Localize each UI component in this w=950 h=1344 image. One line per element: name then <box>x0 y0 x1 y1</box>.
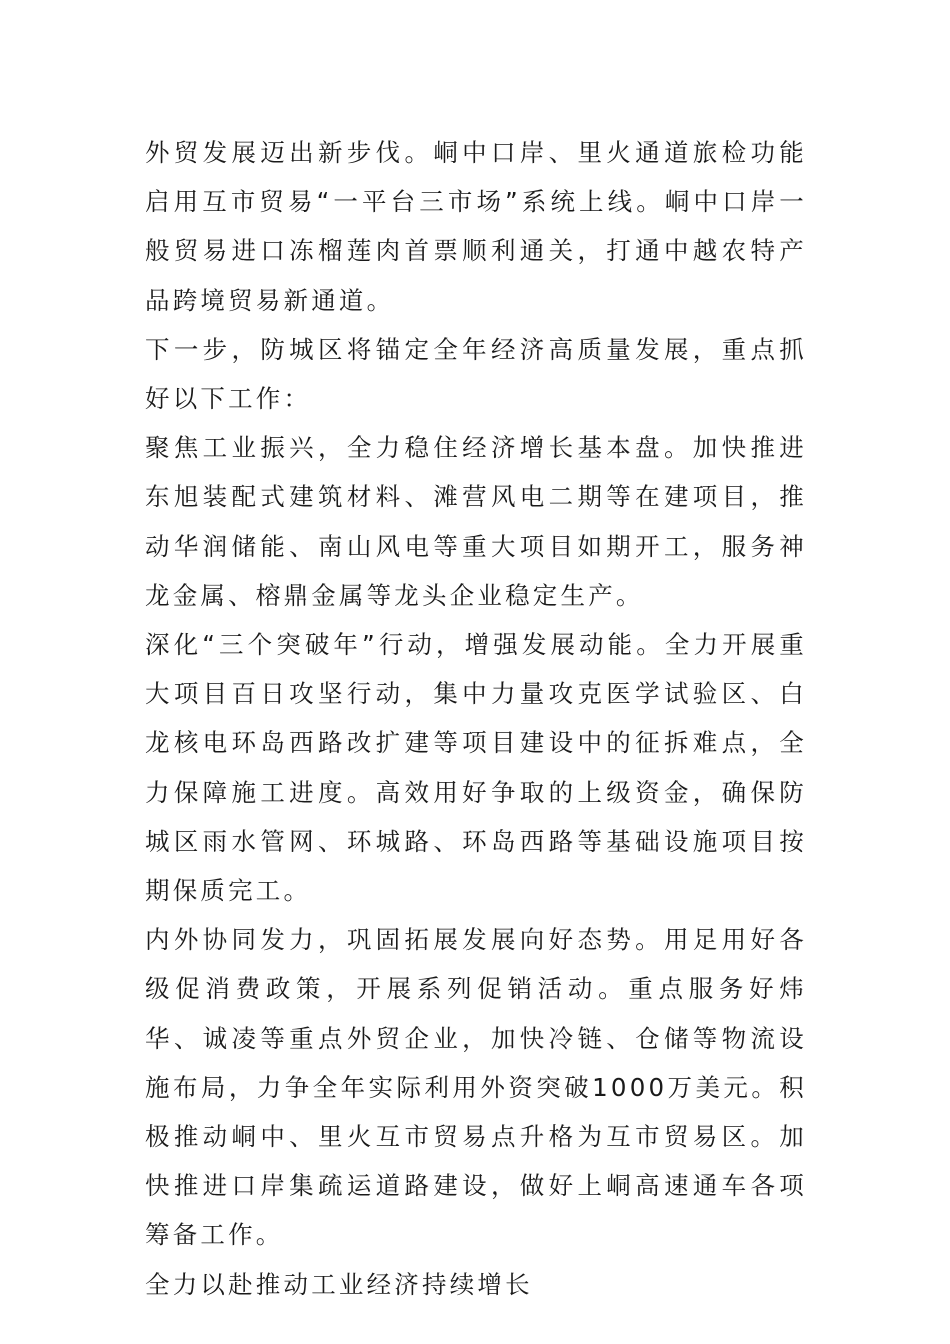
document-body <box>145 128 807 1309</box>
paragraph-heading-industrial-growth: 全力以赴推动工业经济持续增长 <box>145 1269 533 1299</box>
paragraph-foreign-trade: 外贸发展迈出新步伐。峒中口岸、里火通道旅检功能启用互市贸易“一平台三市场”系统上线。峒中口岸一般贸易进口冻榴莲肉首票顺利通关，打通中越农特产品跨境贸易新通道。 <box>145 138 807 315</box>
paragraph-next-steps: 下一步，防城区将锚定全年经济高质量发展，重点抓好以下工作： <box>145 334 807 414</box>
paragraph-three-breakthroughs: 深化“三个突破年”行动，增强发展动能。全力开展重大项目百日攻坚行动，集中力量攻克医学试验区、白龙核电环岛西路改扩建等项目建设中的征拆难点，全力保障施工进度。高效用好争取的上级资金，确保防城区雨水管网、环城路、环岛西路等基础设施项目按期保质完工。 <box>145 630 807 906</box>
paragraph-internal-external: 内外协同发力，巩固拓展发展向好态势。用足用好各级促消费政策，开展系列促销活动。重点服务好炜华、诚凌等重点外贸企业，加快冷链、仓储等物流设施布局，力争全年实际利用外资突破1000万美元。积极推动峒中、里火互市贸易点升格为互市贸易区。加快推进口岸集疏运道路建设，做好上峒高速通车各项筹备工作。 <box>145 925 807 1250</box>
paragraph-industrial-revival: 聚焦工业振兴，全力稳住经济增长基本盘。加快推进东旭装配式建筑材料、滩营风电二期等在建项目，推动华润储能、南山风电等重大项目如期开工，服务神龙金属、榕鼎金属等龙头企业稳定生产。 <box>145 433 807 610</box>
